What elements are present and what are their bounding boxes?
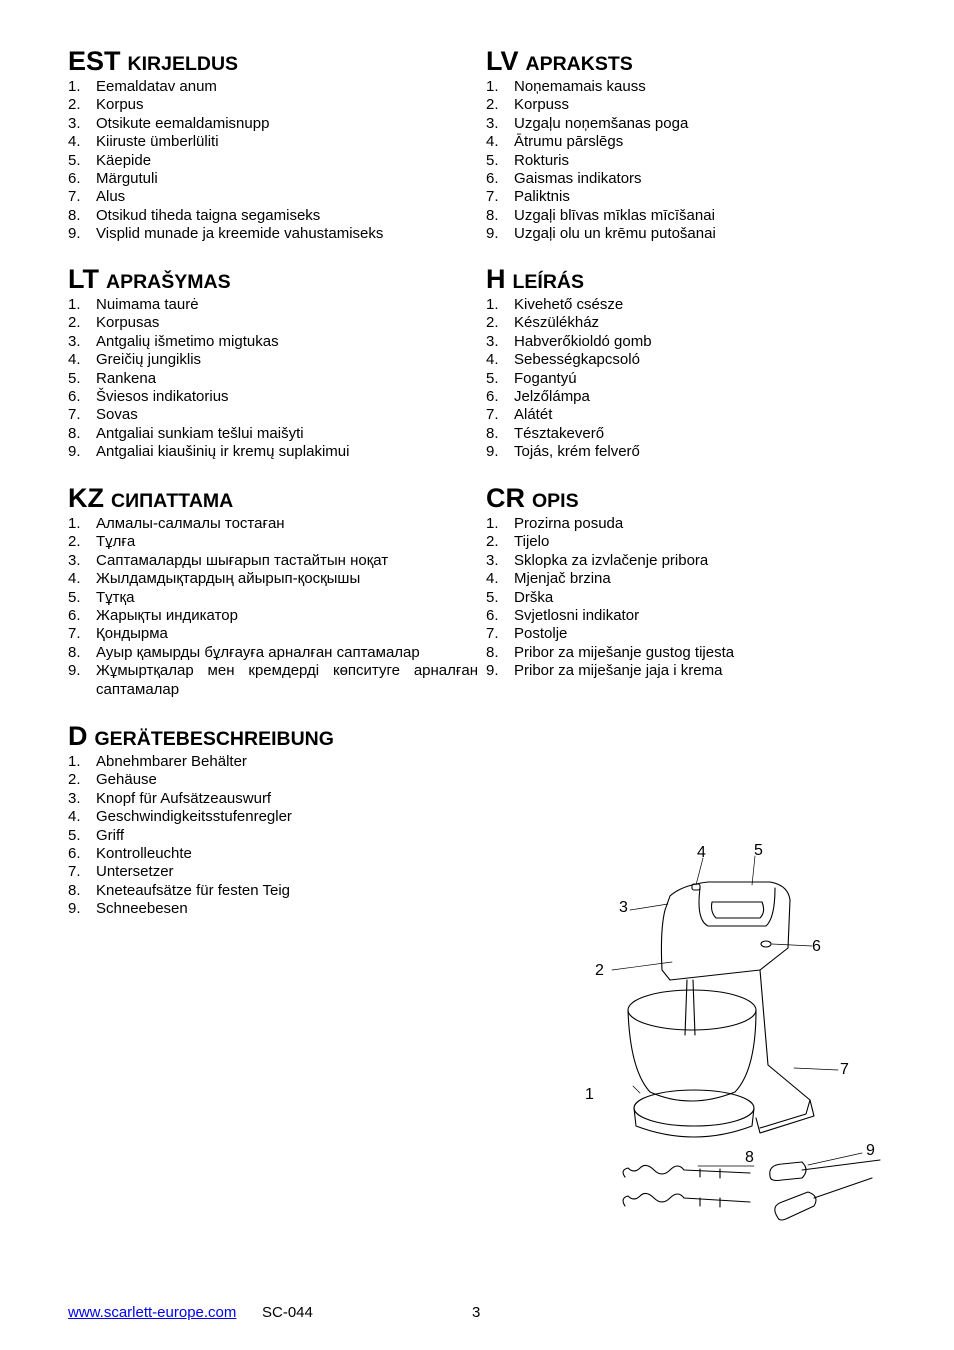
website-link[interactable]: www.scarlett-europe.com bbox=[68, 1304, 237, 1321]
list-item: 3. Antgalių išmetimo migtukas bbox=[68, 332, 279, 350]
list-item: 1. Алмалы-салмалы тостаған bbox=[68, 515, 285, 532]
list-item: 5. Griff bbox=[68, 826, 125, 844]
list-item: 8. Tésztakeverő bbox=[486, 424, 605, 442]
section-name: OPIS bbox=[532, 490, 579, 512]
list-item: 4. Mjenjač brzina bbox=[486, 570, 611, 588]
list-item: 8. Ауыр қамырды бұлғауға арналған саптамалар bbox=[68, 643, 420, 661]
language-code: H bbox=[486, 264, 506, 294]
list-item: 7. Alus bbox=[68, 188, 126, 206]
list-item: 7. Sovas bbox=[68, 406, 138, 424]
list-item: 1. Kivehető csésze bbox=[486, 296, 624, 313]
list-item: 8. Antgaliai sunkiam tešlui maišyti bbox=[68, 424, 304, 442]
model-number: SC-044 bbox=[262, 1304, 313, 1321]
list-item: 6. Жарықты индикатор bbox=[68, 607, 238, 625]
stand-shape bbox=[756, 970, 814, 1133]
section-title bbox=[68, 262, 478, 296]
list-item: 1. Abnehmbarer Behälter bbox=[68, 753, 247, 770]
list-item: 3. Knopf für Aufsätzeauswurf bbox=[68, 789, 272, 807]
parts-list bbox=[486, 296, 896, 462]
callout-3: 3 bbox=[619, 899, 628, 916]
list-item: 3. Саптамаларды шығарып тастайтын ноқат bbox=[68, 551, 389, 569]
list-item: 1. Nuimama taurė bbox=[68, 296, 199, 313]
list-item: 9. Antgaliai kiaušinių ir kremų suplakimui bbox=[68, 443, 350, 461]
section-d bbox=[68, 719, 478, 919]
whisk-1 bbox=[770, 1160, 880, 1181]
stand-edge bbox=[760, 1100, 810, 1128]
parts-list bbox=[68, 515, 478, 699]
list-item: 2. Korpuss bbox=[486, 96, 570, 114]
section-name: APRAKSTS bbox=[525, 53, 633, 75]
list-item: 5. Тұтқа bbox=[68, 588, 135, 606]
section-title bbox=[486, 481, 896, 515]
callout-5: 5 bbox=[754, 842, 763, 859]
list-item: 7. Alátét bbox=[486, 406, 553, 424]
list-item: 7. Paliktnis bbox=[486, 188, 570, 206]
list-item: 9. Schneebesen bbox=[68, 900, 188, 918]
section-name: APRAŠYMAS bbox=[105, 271, 231, 293]
list-item: 2. Korpusas bbox=[68, 314, 160, 332]
language-code: EST bbox=[68, 46, 121, 76]
list-item: 3. Uzgaļu noņemšanas poga bbox=[486, 114, 689, 132]
list-item: 4. Kiiruste ümberlüliti bbox=[68, 133, 219, 151]
section-name: KIRJELDUS bbox=[127, 53, 239, 75]
list-item: 8. Kneteaufsätze für festen Teig bbox=[68, 881, 291, 899]
handle-opening bbox=[712, 902, 764, 918]
mixer-diagram bbox=[570, 830, 890, 1230]
list-item: 1. Noņemamais kauss bbox=[486, 78, 646, 95]
language-code: CR bbox=[486, 483, 525, 513]
list-item: 3. Habverőkioldó gomb bbox=[486, 332, 652, 350]
list-item: 3. Sklopka za izvlačenje pribora bbox=[486, 551, 709, 569]
list-item: 9. Pribor za miješanje jaja i krema bbox=[486, 662, 723, 680]
list-item: 9. Uzgaļi olu un krēmu putošanai bbox=[486, 225, 716, 243]
callout-2: 2 bbox=[595, 962, 604, 979]
list-item: 8. Uzgaļi blīvas mīklas mīcīšanai bbox=[486, 206, 715, 224]
bowl-base bbox=[634, 1090, 754, 1126]
list-item: 4. Жылдамдықтардың айырып-қосқышы bbox=[68, 570, 361, 588]
list-item: 4. Sebességkapcsoló bbox=[486, 351, 640, 369]
language-code: LT bbox=[68, 264, 99, 294]
language-code: D bbox=[68, 721, 88, 751]
list-item: 8. Otsikud tiheda taigna segamiseks bbox=[68, 206, 321, 224]
mixer-body bbox=[661, 882, 790, 980]
bowl-body bbox=[628, 1010, 756, 1101]
list-item: 5. Drška bbox=[486, 588, 554, 606]
list-item: 9. Tojás, krém felverő bbox=[486, 443, 640, 461]
list-item: 7. Postolje bbox=[486, 625, 568, 643]
parts-list bbox=[486, 515, 896, 681]
list-item: 2. Тұлға bbox=[68, 533, 136, 551]
list-item: 6. Jelzőlámpa bbox=[486, 388, 590, 406]
bowl-base-edge bbox=[634, 1108, 754, 1137]
list-item: 6. Svjetlosni indikator bbox=[486, 607, 640, 625]
list-item: 2. Készülékház bbox=[486, 314, 600, 332]
dough-hook-2 bbox=[623, 1193, 750, 1206]
section-lt bbox=[68, 262, 478, 462]
list-item: 5. Fogantyú bbox=[486, 369, 577, 387]
section-title bbox=[68, 44, 478, 78]
hook-shafts bbox=[700, 1169, 720, 1207]
list-item: 3. Otsikute eemaldamisnupp bbox=[68, 114, 270, 132]
whisk-2 bbox=[775, 1178, 872, 1220]
callout-6: 6 bbox=[812, 938, 821, 955]
bowl-rim bbox=[628, 990, 756, 1030]
parts-list bbox=[68, 78, 478, 244]
list-item: 4. Ātrumu pārslēgs bbox=[486, 133, 624, 151]
section-title bbox=[486, 262, 896, 296]
list-item: 2. Tijelo bbox=[486, 533, 550, 551]
beater-shaft bbox=[685, 980, 695, 1035]
list-item: 6. Kontrolleuchte bbox=[68, 845, 192, 863]
callout-8: 8 bbox=[745, 1149, 754, 1166]
list-item: 6. Märgutuli bbox=[68, 170, 158, 188]
language-code: KZ bbox=[68, 483, 104, 513]
list-item: 1. Prozirna posuda bbox=[486, 515, 624, 532]
parts-list bbox=[68, 753, 478, 919]
section-lv bbox=[486, 44, 896, 244]
list-item: 8. Pribor za miješanje gustog tijesta bbox=[486, 643, 735, 661]
section-cr bbox=[486, 481, 896, 681]
list-item: 9. Visplid munade ja kreemide vahustamiseks bbox=[68, 225, 384, 243]
section-name: LEÍRÁS bbox=[512, 271, 585, 293]
section-title bbox=[486, 44, 896, 78]
indicator-light-shape bbox=[761, 941, 771, 947]
list-item: 5. Rankena bbox=[68, 369, 157, 387]
section-kz bbox=[68, 481, 478, 699]
callout-1: 1 bbox=[585, 1086, 594, 1103]
list-item: 4. Geschwindigkeitsstufenregler bbox=[68, 808, 292, 826]
list-item: 2. Korpus bbox=[68, 96, 144, 114]
list-item: 6. Šviesos indikatorius bbox=[68, 388, 229, 406]
callout-4: 4 bbox=[697, 844, 706, 861]
list-item: 9. Жұмыртқалар мен кремдерді көпситуге арналған саптамалар bbox=[68, 662, 478, 698]
parts-list bbox=[68, 296, 478, 462]
list-item: 5. Käepide bbox=[68, 151, 152, 169]
list-item: 5. Rokturis bbox=[486, 151, 570, 169]
parts-list bbox=[486, 78, 896, 244]
section-name: СИПАТТАМА bbox=[111, 490, 234, 512]
section-est bbox=[68, 44, 478, 244]
list-item: 6. Gaismas indikators bbox=[486, 170, 642, 188]
list-item: 7. Untersetzer bbox=[68, 863, 174, 881]
section-title bbox=[68, 719, 478, 753]
dough-hook-1 bbox=[623, 1165, 750, 1177]
section-h bbox=[486, 262, 896, 462]
list-item: 4. Greičių jungiklis bbox=[68, 351, 202, 369]
list-item: 2. Gehäuse bbox=[68, 771, 157, 789]
language-code: LV bbox=[486, 46, 519, 76]
list-item: 1. Eemaldatav anum bbox=[68, 78, 217, 95]
callout-9: 9 bbox=[866, 1142, 875, 1159]
page-number: 3 bbox=[472, 1304, 481, 1321]
section-title bbox=[68, 481, 478, 515]
callout-7: 7 bbox=[840, 1061, 849, 1078]
list-item: 7. Қондырма bbox=[68, 625, 168, 643]
section-name: GERÄTEBESCHREIBUNG bbox=[94, 728, 334, 750]
